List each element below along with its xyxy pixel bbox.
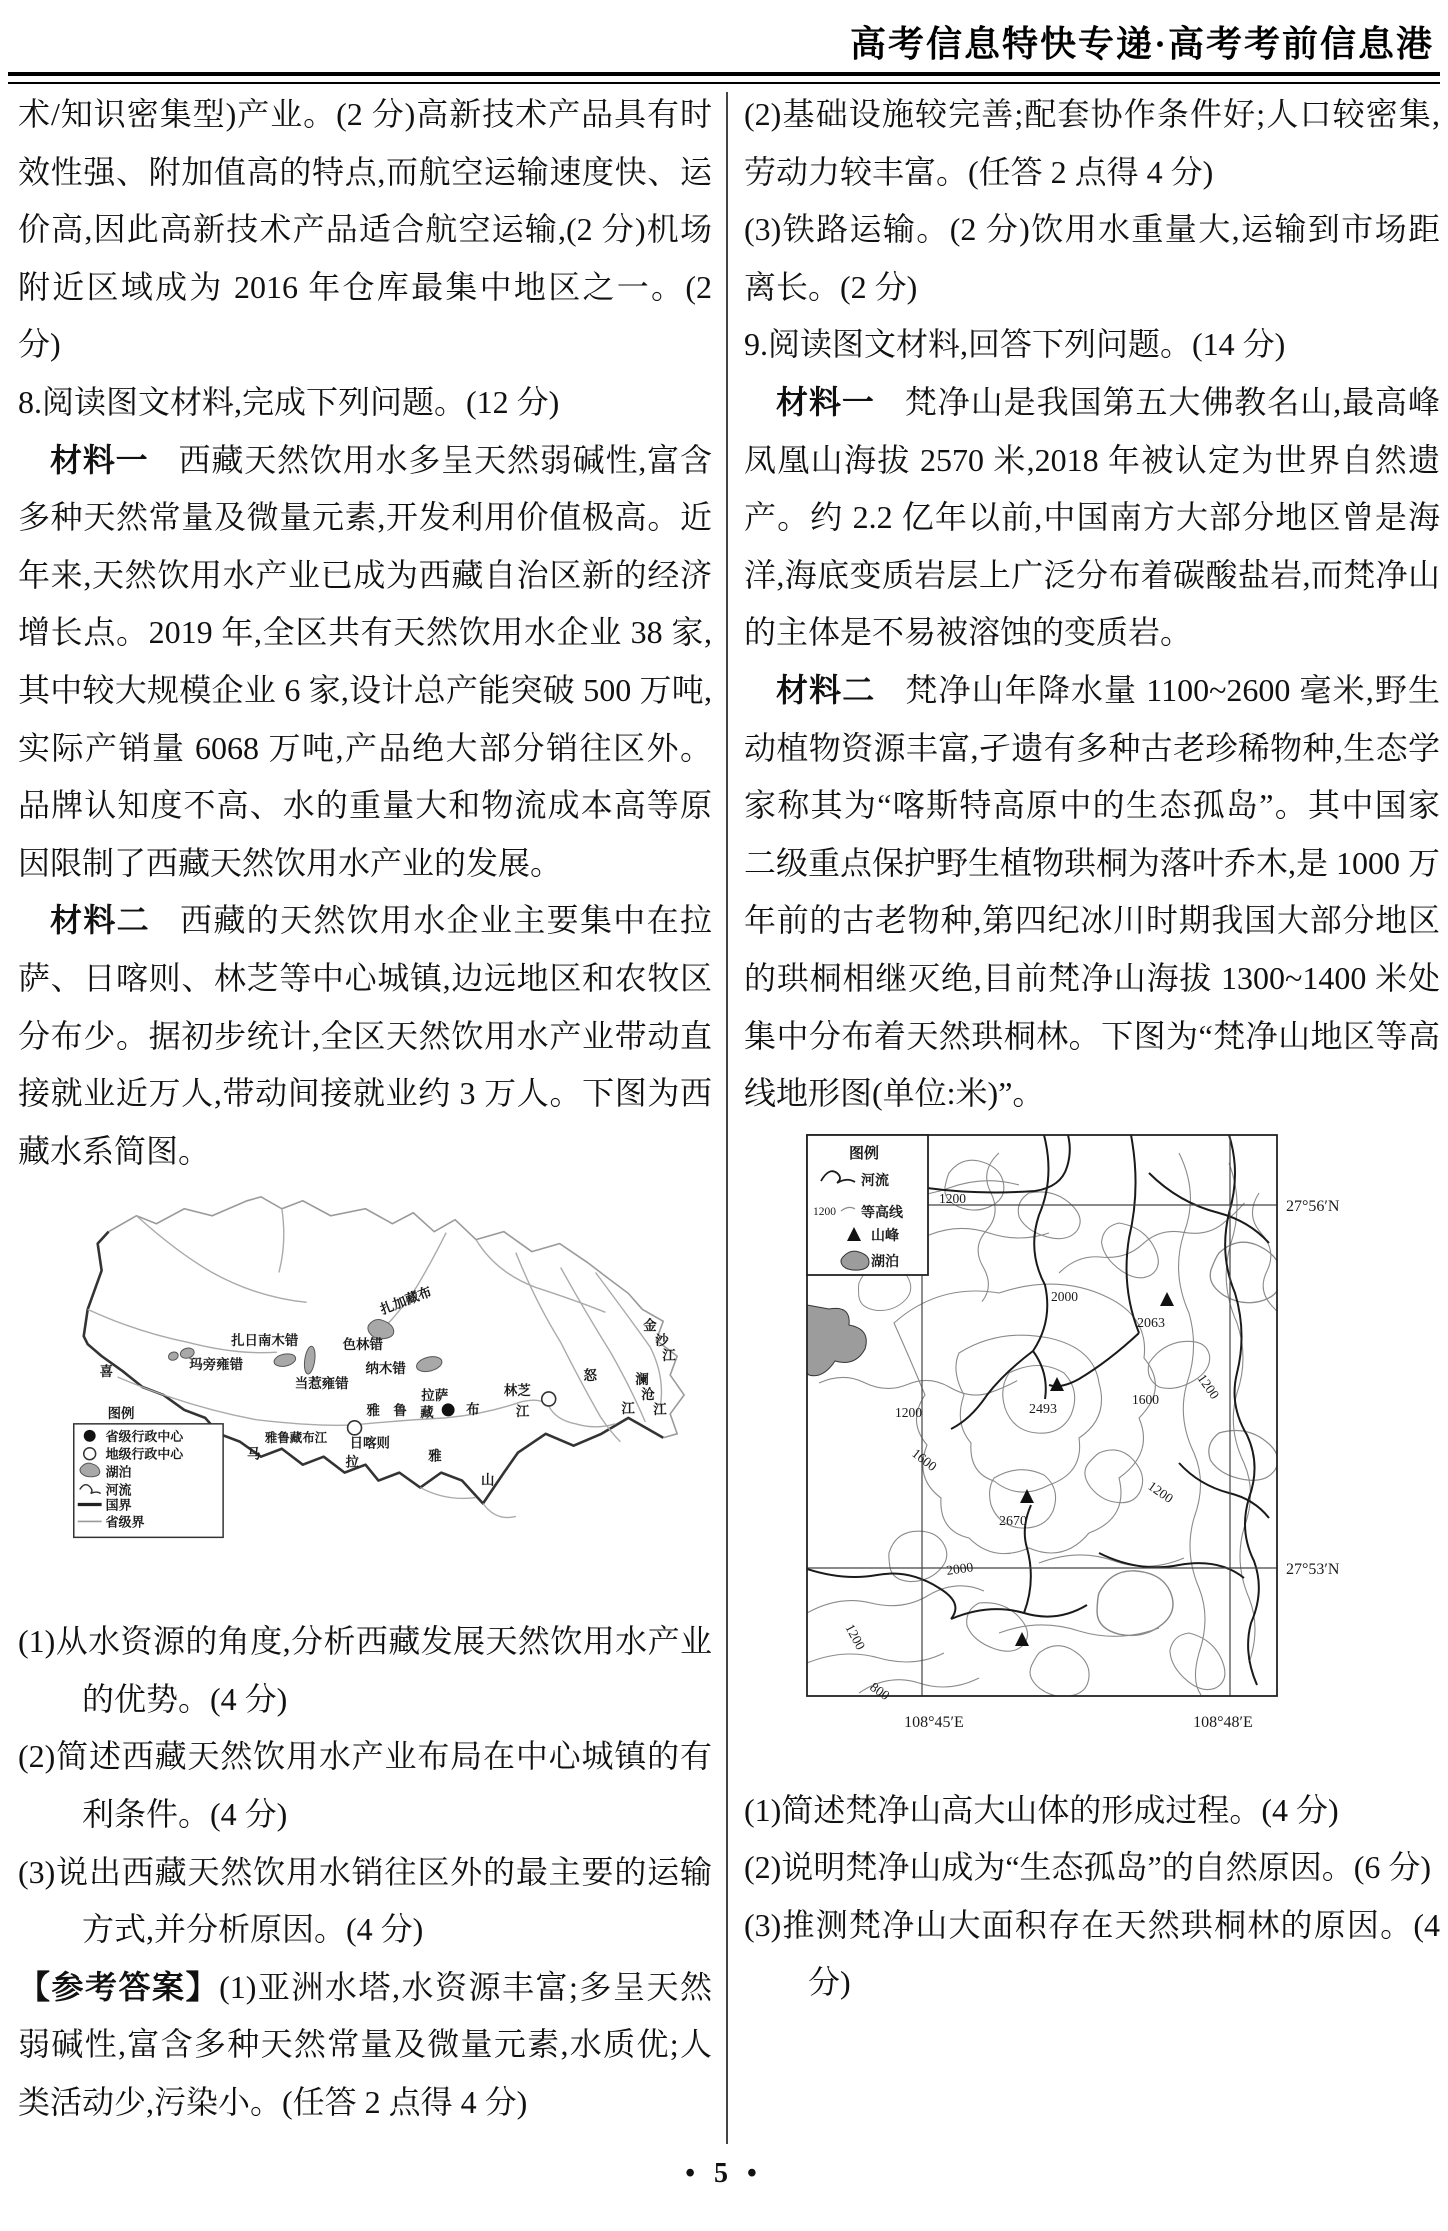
map-label: 沙 (655, 1333, 669, 1349)
peak-icon (1160, 1292, 1174, 1306)
contour-label: 1200 (895, 1404, 922, 1420)
tibet-map-legend (74, 1405, 223, 1537)
reference-answer-text: (1)亚洲水塔,水资源丰富;多呈天然弱碱性,富含多种天然常量及微量元素,水质优;人类活动少,污染小。(任答 2 点得 4 分) (18, 1968, 712, 2121)
contour-map-lake (807, 1305, 866, 1376)
longitude-label-right: 108°48′E (1193, 1713, 1253, 1731)
map-label: 扎加藏布 (378, 1284, 434, 1318)
page-number: • 5 • (685, 2158, 763, 2189)
contour-label: 1200 (842, 1621, 869, 1652)
legend-item-label: 国界 (105, 1497, 132, 1513)
peak-elevation: 2063 (1137, 1315, 1165, 1331)
contour-label: 2000 (1051, 1288, 1078, 1304)
longitude-label-left: 108°45′E (904, 1713, 964, 1731)
peak-elevation: 2493 (1029, 1401, 1057, 1417)
contour-label: 1600 (909, 1445, 940, 1474)
map-label: 色林错 (342, 1337, 383, 1353)
legend-title: 图例 (849, 1145, 880, 1162)
map-label: 澜 (635, 1372, 649, 1388)
legend-item-label: 等高线 (861, 1205, 903, 1221)
legend-title: 图例 (107, 1406, 135, 1422)
map-label: 雅 (428, 1448, 442, 1464)
tibet-map-svg (18, 1192, 712, 1582)
map-label: 鲁 (393, 1403, 407, 1419)
legend-item-label: 湖泊 (871, 1254, 899, 1270)
answer-8-3: (3)铁路运输。(2 分)饮用水重量大,运输到市场距离长。(2 分) (744, 211, 1440, 305)
material-1-text: 梵净山是我国第五大佛教名山,最高峰凤凰山海拔 2570 米,2018 年被认定为世界自然遗产。约 2.2 亿年以前,中国南方大部分地区曾是海洋,海底变质岩层上广泛分布着碳酸盐岩,而梵净山的主体是不易被溶蚀的变质岩。 (744, 383, 1440, 651)
contour-map-svg (799, 1133, 1344, 1741)
contour-map-legend (807, 1135, 928, 1275)
map-label: 当惹雍错 (294, 1376, 349, 1392)
material-1-label: 材料一 (50, 441, 149, 478)
material-2-paragraph (18, 892, 712, 1180)
question-8-1: (1)从水资源的角度,分析西藏发展天然饮用水产业的优势。(4 分) (18, 1623, 712, 1717)
map-label: 江 (621, 1401, 635, 1417)
legend-item-label: 山峰 (871, 1228, 899, 1244)
question-8-3: (3)说出西藏天然饮用水销往区外的最主要的运输方式,并分析原因。(4 分) (18, 1853, 712, 1948)
map-label: 纳木错 (365, 1361, 406, 1377)
material-1-paragraph (18, 432, 712, 893)
intro-paragraph: 术/知识密集型)产业。(2 分)高新技术产品具有时效性强、附加值高的特点,而航空运输速度快、运价高,因此高新技术产品适合航空运输,(2 分)机场附近区域成为 2016 年仓库最集中地区之一。(2 分) (18, 96, 712, 363)
map-label: 江 (515, 1404, 530, 1420)
map-label: 江 (653, 1402, 667, 1418)
page-header-title: 高考信息特快专递·高考考前信息港 (849, 24, 1434, 64)
question-9-heading: 9.阅读图文材料,回答下列问题。(14 分) (744, 326, 1286, 363)
map-label: 林芝 (503, 1383, 531, 1399)
legend-item-label: 河流 (105, 1482, 132, 1498)
contour-label: 800 (867, 1678, 893, 1703)
column-divider (726, 92, 728, 2144)
material-1-paragraph (744, 374, 1440, 662)
map-label: 怒 (583, 1368, 598, 1384)
legend-item-label: 河流 (861, 1173, 889, 1189)
legend-item-label: 地级行政中心 (105, 1446, 184, 1462)
material-1-text: 西藏天然饮用水多呈天然弱碱性,富含多种天然常量及微量元素,开发利用价值极高。近年来,天然饮用水产业已成为西藏自治区新的经济增长点。2019 年,全区共有天然饮用水企业 38 家,其中较大规模企业 6 家,设计总产能突破 500 万吨,实际产销量 6068 万吨,产品绝大部分销往区外。品牌认知度不高、水的重量大和物流成本高等原因限制了西藏天然饮用水产业的发展。 (18, 441, 712, 881)
map-label: 沧 (641, 1387, 655, 1403)
question-8-heading: 8.阅读图文材料,完成下列问题。(12 分) (18, 383, 560, 420)
latitude-label-bottom: 27°53′N (1286, 1560, 1340, 1578)
material-2-label: 材料二 (776, 671, 876, 708)
contour-label: 1600 (1132, 1391, 1159, 1407)
left-column (18, 86, 712, 2132)
map-label: 藏 (420, 1405, 434, 1421)
map-label: 日喀则 (349, 1436, 390, 1452)
question-9-1: (1)简述梵净山高大山体的形成过程。(4 分) (744, 1791, 1339, 1828)
linzhi-city-circle (542, 1392, 556, 1406)
legend-item-label: 湖泊 (105, 1464, 132, 1480)
map-label: 玛旁雍错 (189, 1357, 244, 1373)
material-2-label: 材料二 (50, 902, 150, 939)
material-2-text: 梵净山年降水量 1100~2600 毫米,野生动植物资源丰富,孑遗有多种古老珍稀物种,生态学家称其为“喀斯特高原中的生态孤岛”。其中国家二级重点保护野生植物珙桐为落叶乔木,是 1000 万年前的古老物种,第四纪冰川时期我国大部分地区的珙桐相继灭绝,目前梵净山海拔 1300~1400 米处集中分布着天然珙桐林。下图为“梵净山地区等高线地形图(单位:米)”。 (744, 671, 1441, 1112)
map-label: 江 (662, 1348, 676, 1364)
fanjingshan-contour-map (799, 1133, 1440, 1746)
material-2-text: 西藏的天然饮用水企业主要集中在拉萨、日喀则、林芝等中心城镇,边远地区和农牧区分布少。据初步统计,全区天然饮用水产业带动直接就业近万人,带动间接就业约 3 万人。下图为西藏水系简图。 (18, 902, 712, 1169)
question-9-3: (3)推测梵净山大面积存在天然珙桐林的原因。(4 分) (744, 1906, 1440, 2001)
answer-8-2: (2)基础设施较完善;配套协作条件好;人口较密集,劳动力较丰富。(任答 2 点得 4 分) (744, 96, 1440, 190)
contour-label: 2000 (945, 1559, 975, 1578)
map-label: 喜 (99, 1364, 114, 1380)
right-column (744, 86, 1440, 2012)
map-label: 扎日南木错 (231, 1333, 299, 1349)
mountain-peaks (999, 1292, 1174, 1646)
contour-label: 1200 (939, 1190, 966, 1206)
latitude-label-top: 27°56′N (1286, 1197, 1340, 1215)
map-label: 金 (643, 1318, 657, 1334)
header-rule (8, 72, 1440, 84)
contour-label: 1200 (1194, 1370, 1223, 1402)
map-label: 拉 (345, 1454, 360, 1470)
map-label: 拉萨 (421, 1388, 449, 1404)
shigatse-city-circle (348, 1421, 362, 1435)
peak-icon (1050, 1377, 1064, 1391)
legend-item-label: 省级界 (105, 1514, 145, 1530)
provincial-capital-icon (84, 1430, 96, 1442)
peak-elevation: 2670 (999, 1513, 1027, 1529)
map-label: 雅 (366, 1403, 380, 1419)
material-2-paragraph (744, 662, 1440, 1123)
reference-answer-label: 【参考答案】 (18, 1968, 220, 2005)
prefecture-city-icon (84, 1448, 96, 1460)
reference-answer-paragraph (18, 1959, 712, 2132)
lhasa-city-dot (442, 1404, 455, 1417)
contour-label: 1200 (1145, 1477, 1176, 1506)
tibet-river-map (18, 1192, 712, 1587)
question-9-2: (2)说明梵净山成为“生态孤岛”的自然原因。(6 分) (744, 1849, 1432, 1886)
map-label: 布 (466, 1402, 480, 1418)
question-8-2: (2)简述西藏天然饮用水产业布局在中心城镇的有利条件。(4 分) (18, 1738, 712, 1833)
legend-item-label: 省级行政中心 (105, 1429, 184, 1445)
map-label: 马 (247, 1446, 261, 1462)
map-label: 雅鲁藏布江 (264, 1431, 328, 1446)
tibet-province-border (109, 1197, 685, 1438)
material-1-label: 材料一 (776, 383, 875, 420)
map-label: 山 (480, 1472, 495, 1488)
legend-contour-value: 1200 (813, 1205, 836, 1218)
